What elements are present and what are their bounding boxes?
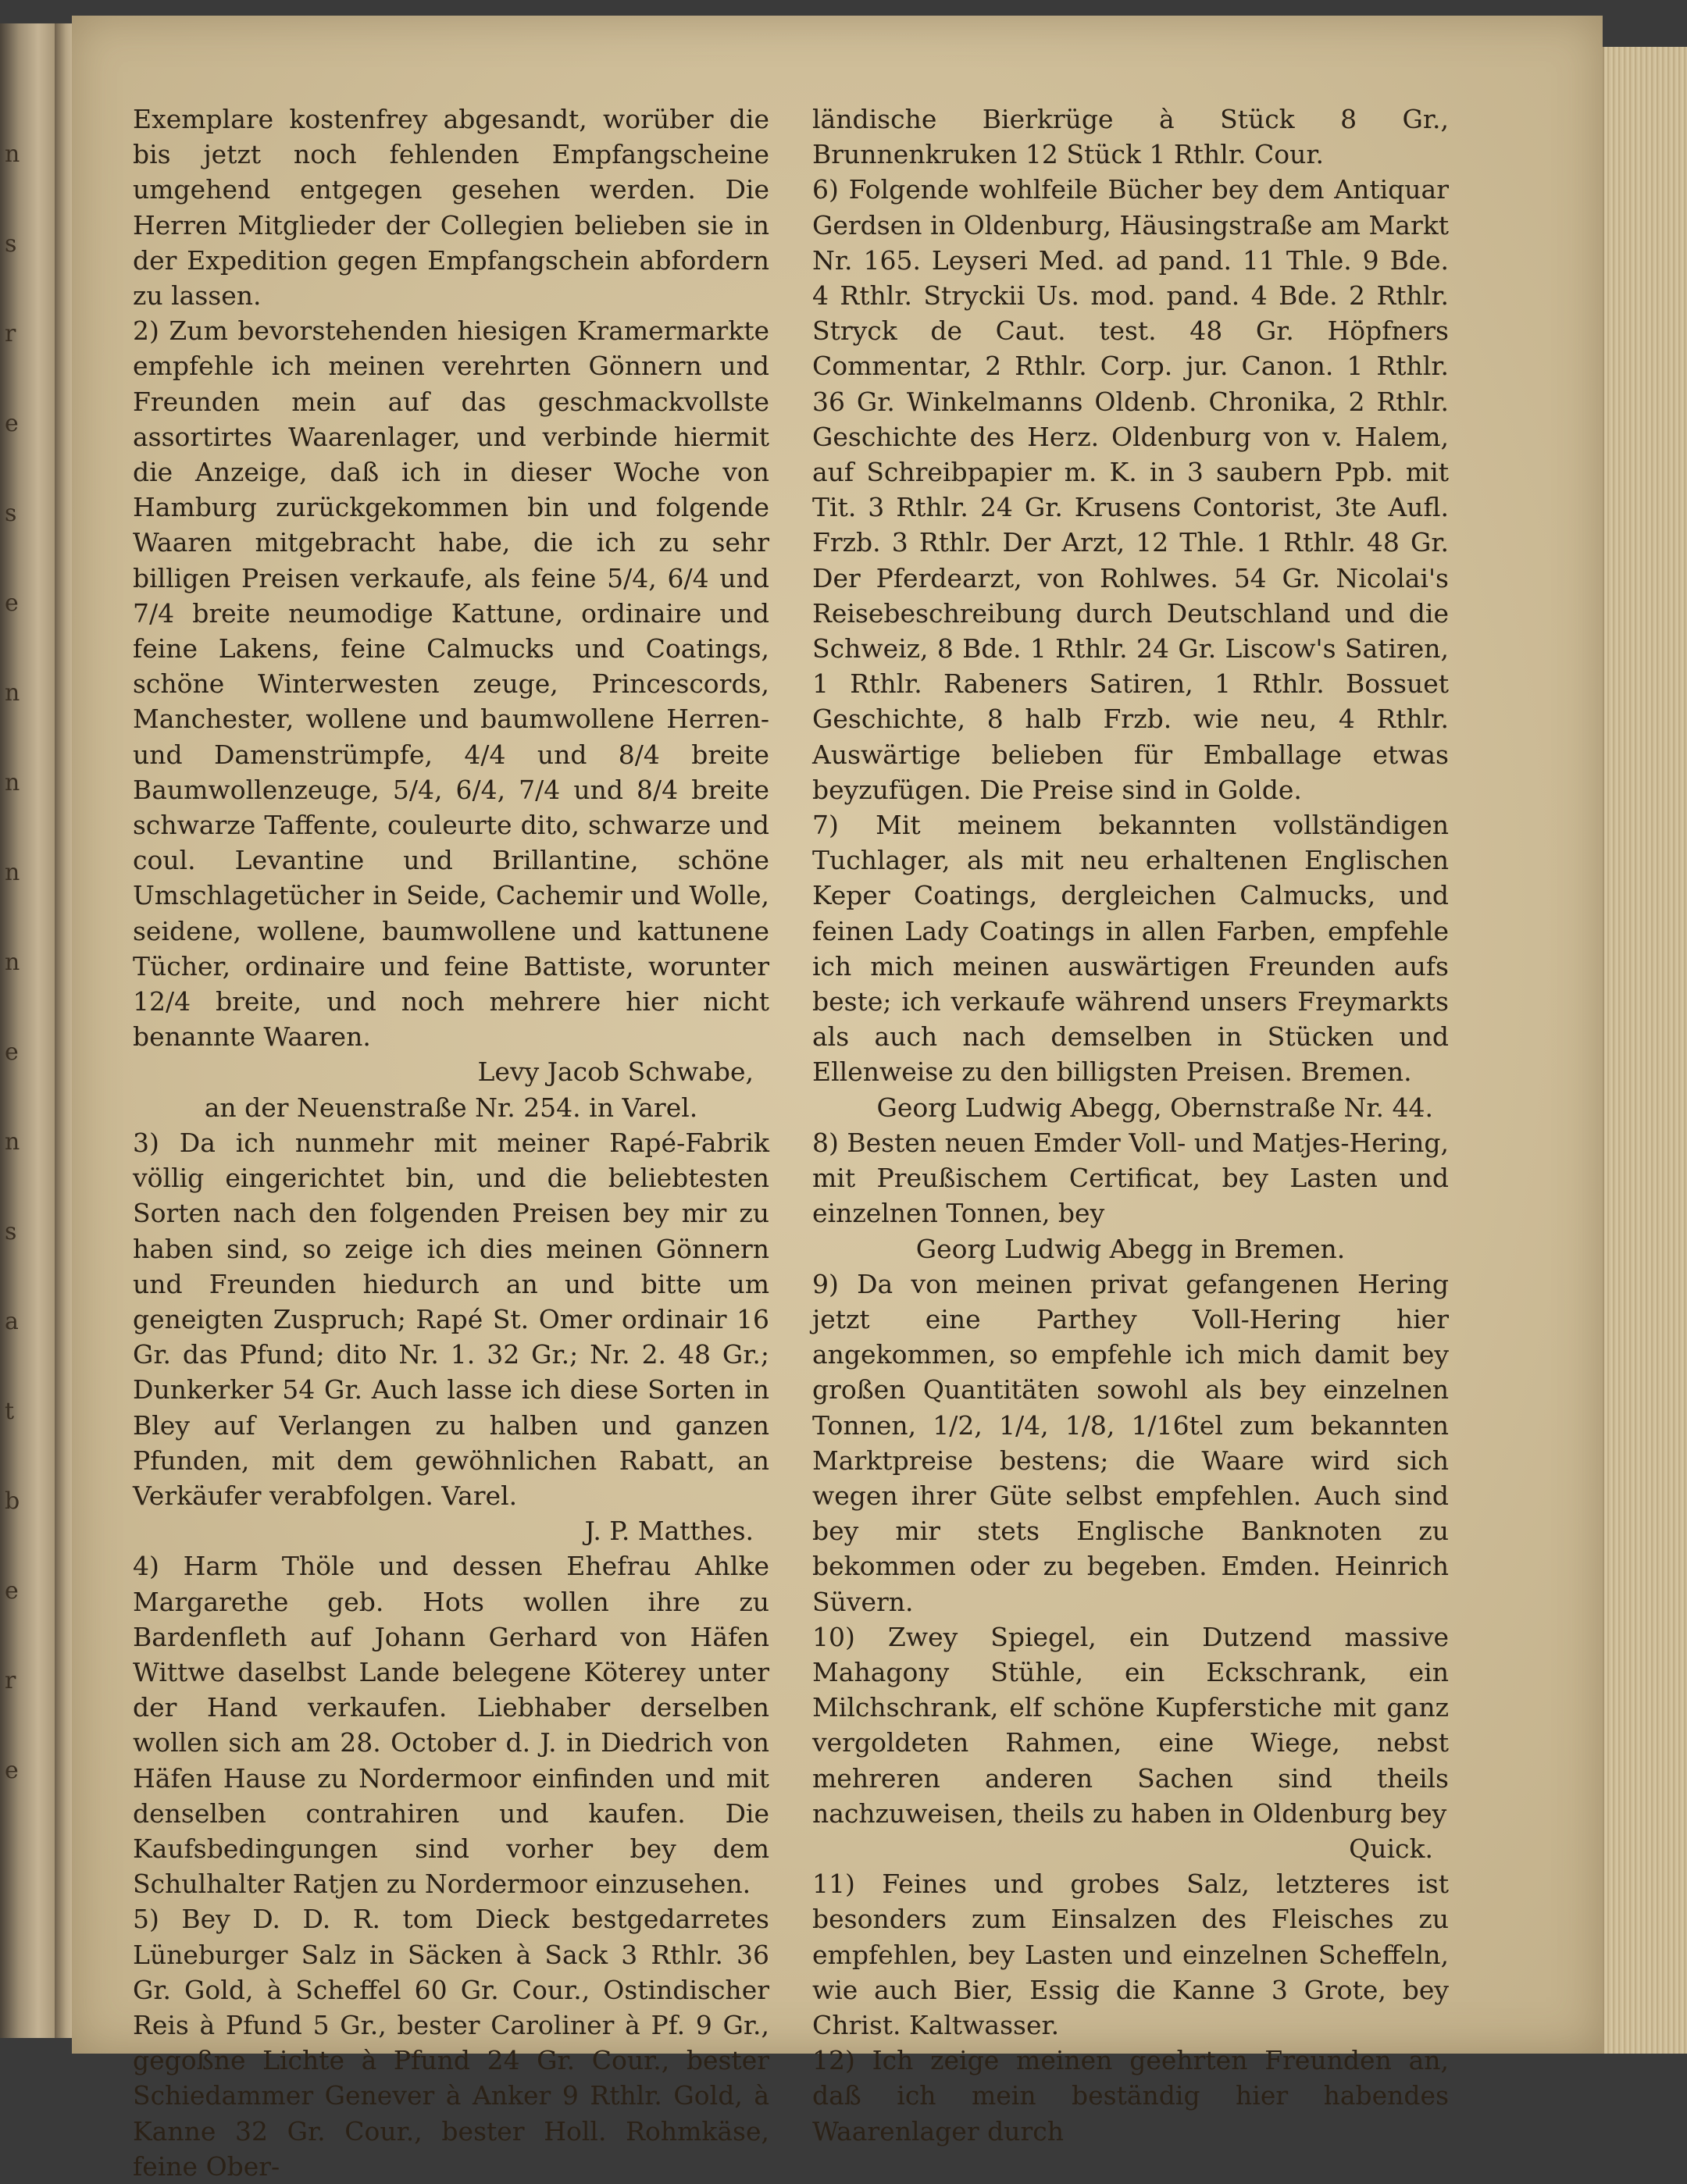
signature-line: J. P. Matthes. bbox=[584, 1516, 754, 1547]
facing-page-letter: b bbox=[5, 1487, 20, 1515]
advertisement-paragraph: 2) Zum bevorstehenden hiesigen Kramermarkte empfehle ich meinen verehrten Gönnern und Freunden mein auf das geschmackvollste assortirtes Waarenlager, und verbinde hiermit die Anzeige, daß ich in dieser Woche von Hamburg zurückgekommen bin und folgende Waaren mitgebracht habe, die ich zu sehr billigen Preisen verkaufe, als feine 5/4, 6/4 und 7/4 breite neumodige Kattune, ordinaire und feine Lakens, feine Calmucks und Coatings, schöne Winterwesten zeuge, Princescords, Manchester, wollene und baumwollene Herren- und Damenstrümpfe, 4/4 und 8/4 breite Baumwollenzeuge, 5/4, 6/4, 7/4 und 8/4 breite schwarze Taffente, couleurte dito, schwarze und coul. Levantine und Brillantine, schöne Umschlagetücher in Seide, Cachemir und Wolle, seidene, wollene, baumwollene und kattunene Tücher, ordinaire und feine Battiste, worunter 12/4 breite, und noch mehrere hier nicht benannte Waaren. bbox=[133, 315, 769, 1053]
signature-line: Georg Ludwig Abegg in Bremen. bbox=[915, 1233, 1346, 1264]
facing-page-letter: n bbox=[5, 679, 20, 707]
text-column-right bbox=[812, 102, 1449, 2149]
facing-page-letter: r bbox=[5, 320, 16, 347]
book-gutter bbox=[55, 23, 73, 2038]
facing-page-letter: s bbox=[5, 230, 17, 258]
advertisement-paragraph: 4) Harm Thöle und dessen Ehefrau Ahlke Margarethe geb. Hots wollen ihre zu Bardenfleth auf Johann Gerhard von Häfen Wittwe daselbst Lande belegene Köterey unter der Hand verkaufen. Liebhaber derselben wollen sich am 28. October d. J. in Diedrich von Häfen Hause zu Nordermoor einfinden und mit denselben contrahiren und kaufen. Die Kaufsbedingungen sind vorher bey dem Schulhalter Ratjen zu Nordermoor einzusehen. bbox=[133, 1551, 769, 1900]
facing-page-letter: s bbox=[5, 1218, 17, 1245]
facing-page-letter: n bbox=[5, 1128, 20, 1156]
advertisement-paragraph: 11) Feines und grobes Salz, letzteres ist besonders zum Einsalzen des Fleisches zu empfehlen, bey Lasten und einzelnen Scheffeln, wie auch Bier, Essig die Kanne 3 Grote, bey Christ. Kaltwasser. bbox=[812, 1869, 1449, 2040]
signature-line: Georg Ludwig Abegg, Obernstraße Nr. 44. bbox=[876, 1092, 1433, 1123]
facing-page-letter: e bbox=[5, 1757, 19, 1784]
facing-page-letter: e bbox=[5, 1577, 19, 1605]
signature-line: Levy Jacob Schwabe, bbox=[477, 1056, 754, 1088]
page-stack-edge bbox=[1603, 47, 1687, 2054]
facing-page-letter: r bbox=[5, 1667, 16, 1694]
advertisement-paragraph: 12) Ich zeige meinen geehrten Freunden an, daß ich mein beständig hier habendes Waarenlager durch bbox=[812, 2045, 1449, 2147]
facing-page-letter: t bbox=[5, 1398, 15, 1425]
facing-page-letter: e bbox=[5, 590, 19, 617]
advertisement-paragraph: Exemplare kostenfrey abgesandt, worüber die bis jetzt noch fehlenden Empfangscheine umgehend entgegen gesehen werden. Die Herren Mitglieder der Collegien belieben sie in der Expedition gegen Empfangschein abfordern zu lassen. bbox=[133, 104, 769, 312]
facing-page-letter: n bbox=[5, 859, 20, 886]
facing-page-letter: e bbox=[5, 410, 19, 437]
signature-line: Quick. bbox=[1349, 1833, 1433, 1864]
signature-line: an der Neuenstraße Nr. 254. in Varel. bbox=[204, 1092, 698, 1123]
facing-page-letter: a bbox=[5, 1308, 19, 1335]
facing-page-letter: s bbox=[5, 500, 17, 527]
facing-page-letter: e bbox=[5, 1039, 19, 1066]
advertisement-paragraph: 3) Da ich nunmehr mit meiner Rapé-Fabrik völlig eingerichtet bin, und die beliebtesten Sorten nach den folgenden Preisen bey mir zu haben sind, so zeige ich dies meinen Gönnern und Freunden hiedurch an und bitte um geneigten Zuspruch; Rapé St. Omer ordinair 16 Gr. das Pfund; dito Nr. 1. 32 Gr.; Nr. 2. 48 Gr.; Dunkerker 54 Gr. Auch lasse ich diese Sorten in Bley auf Verlangen zu halben und ganzen Pfunden, mit dem gewöhnlichen Rabatt, an Verkäufer verabfolgen. Varel. bbox=[133, 1127, 769, 1511]
advertisement-paragraph: 8) Besten neuen Emder Voll- und Matjes-Hering, mit Preußischem Certificat, bey Lasten und einzelnen Tonnen, bey bbox=[812, 1127, 1449, 1229]
facing-page-letter: n bbox=[5, 769, 20, 796]
text-column-left bbox=[133, 102, 769, 2184]
advertisement-paragraph: 10) Zwey Spiegel, ein Dutzend massive Mahagony Stühle, ein Eckschrank, ein Milchschrank, elf schöne Kupferstiche mit ganz vergoldeten Rahmen, eine Wiege, nebst mehreren anderen Sachen sind theils nachzuweisen, theils zu haben in Oldenburg bey bbox=[812, 1621, 1449, 1829]
advertisement-paragraph: 9) Da von meinen privat gefangenen Hering jetzt eine Parthey Voll-Hering hier angekommen, so empfehle ich mich damit bey großen Quantitäten sowohl als bey einzelnen Tonnen, 1/2, 1/4, 1/8, 1/16tel zum bekannten Marktpreise bestens; die Waare wird sich wegen ihrer Güte selbst empfehlen. Auch sind bey mir stets Englische Banknoten zu bekommen oder zu begeben. Emden. Heinrich Süvern. bbox=[812, 1268, 1449, 1617]
facing-page-letter: n bbox=[5, 949, 20, 976]
advertisement-paragraph: 7) Mit meinem bekannten vollständigen Tuchlager, als mit neu erhaltenen Englischen Keper Coatings, dergleichen Calmucks, und feinen Lady Coatings in allen Farben, empfehle ich mich meinen auswärtigen Freunden aufs beste; ich verkaufe während unsers Freymarkts als auch nach demselben in Stücken und Ellenweise zu den billigsten Preisen. Bremen. bbox=[812, 810, 1449, 1088]
advertisement-paragraph: 6) Folgende wohlfeile Bücher bey dem Antiquar Gerdsen in Oldenburg, Häusingstraße am Markt Nr. 165. Leyseri Med. ad pand. 11 Thle. 9 Bde. 4 Rthlr. Stryckii Us. mod. pand. 4 Bde. 2 Rthlr. Stryck de Caut. test. 48 Gr. Höpfners Commentar, 2 Rthlr. Corp. jur. Canon. 1 Rthlr. 36 Gr. Winkelmanns Oldenb. Chronika, 2 Rthlr. Geschichte des Herz. Oldenburg von v. Halem, auf Schreibpapier m. K. in 3 saubern Ppb. mit Tit. 3 Rthlr. 24 Gr. Krusens Contorist, 3te Aufl. Frzb. 3 Rthlr. Der Arzt, 12 Thle. 1 Rthlr. 48 Gr. Der Pferdearzt, von Rohlwes. 54 Gr. Nicolai's Reisebeschreibung durch Deutschland und die Schweiz, 8 Bde. 1 Rthlr. 24 Gr. Liscow's Satiren, 1 Rthlr. Rabeners Satiren, 1 Rthlr. Bossuet Geschichte, 8 halb Frzb. wie neu, 4 Rthlr. Auswärtige belieben für Emballage etwas beyzufügen. Die Preise sind in Golde. bbox=[812, 174, 1449, 805]
advertisement-paragraph: 5) Bey D. D. R. tom Dieck bestgedarretes Lüneburger Salz in Säcken à Sack 3 Rthlr. 36 Gr. Gold, à Scheffel 60 Gr. Cour., Ostindischer Reis à Pfund 5 Gr., bester Caroliner à Pf. 9 Gr., gegoßne Lichte à Pfund 24 Gr. Cour., bester Schiedammer Genever à Anker 9 Rthlr. Gold, à Kanne 32 Gr. Cour., bester Holl. Rohmkäse, feine Ober- bbox=[133, 1904, 769, 2182]
facing-page-letter: n bbox=[5, 141, 20, 168]
advertisement-paragraph: ländische Bierkrüge à Stück 8 Gr., Brunnenkruken 12 Stück 1 Rthlr. Cour. bbox=[812, 104, 1449, 170]
facing-page-edge bbox=[0, 23, 55, 2038]
